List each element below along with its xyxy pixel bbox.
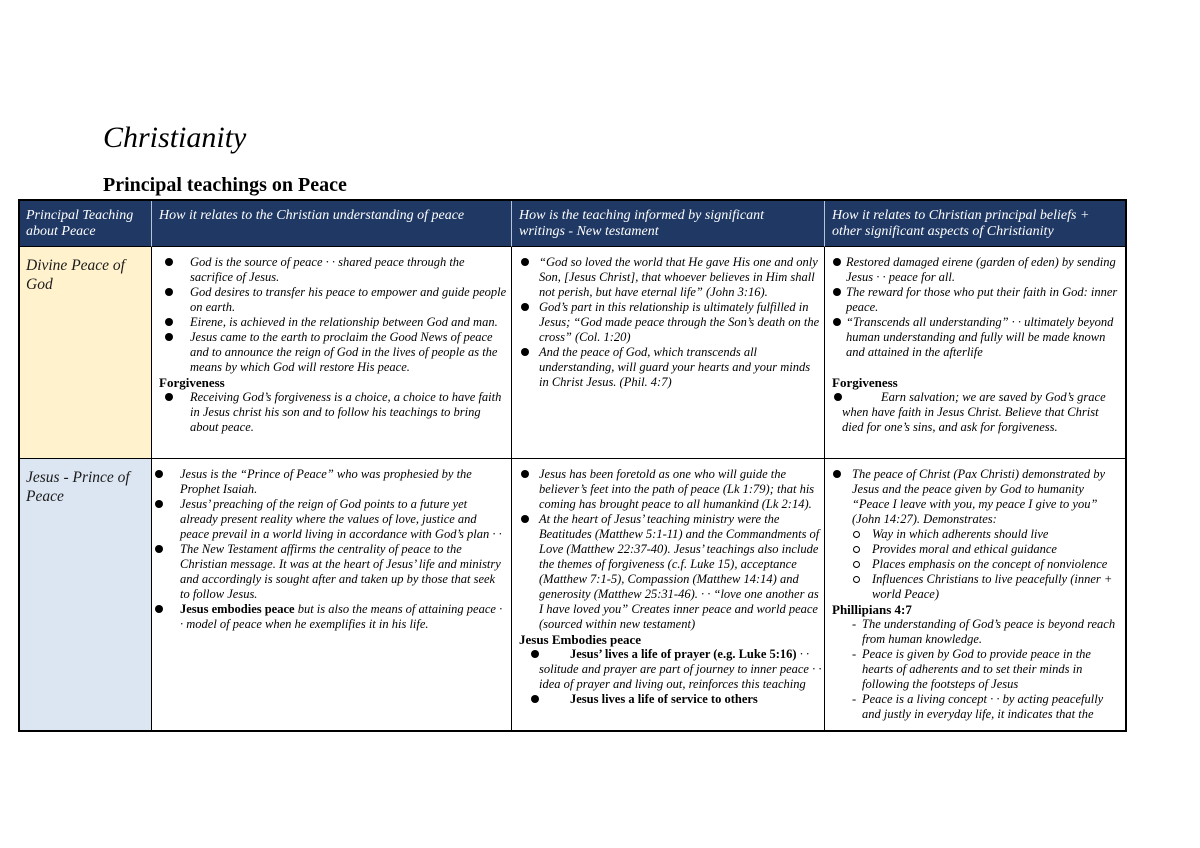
- circle-bullet-list: [832, 527, 1121, 602]
- bullet-item: The peace of Christ (Pax Christi) demonstrated by Jesus and the peace given by God to humanity “Peace I leave with you, my peace I give to you” (John 14:27). Demonstrates:: [832, 467, 1121, 527]
- circle-bullet-item: Places emphasis on the concept of nonviolence: [832, 557, 1121, 572]
- bullet-list: [519, 467, 823, 632]
- bullet-text: · · solitude and prayer are part of journey to inner peace · · idea of prayer and living out, reinforces this teaching: [539, 647, 822, 691]
- bold-phrase: Jesus embodies peace: [180, 602, 295, 616]
- bold-phrase: Jesus lives a life of service to others: [570, 692, 758, 706]
- section-heading: Principal teachings on Peace: [103, 174, 347, 196]
- bullet-item: Jesus has been foretold as one who will guide the believer’s feet into the path of peace (Lk 1:79); that his coming has brought peace to all humankind (Lk 2:14).: [519, 467, 823, 512]
- bullet-item: Jesus’ preaching of the reign of God points to a future yet already present reality where the values of love, justice and peace prevail in a world living in accordance with God’s plan · ·: [155, 497, 507, 542]
- bullet-list: [155, 467, 507, 632]
- peace-teachings-table: [18, 199, 1127, 732]
- header-principal-beliefs: How it relates to Christian principal beliefs + other significant aspects of Christianity: [825, 201, 1125, 247]
- forgiveness-heading: Forgiveness: [159, 375, 225, 390]
- bullet-item: Earn salvation; we are saved by God’s grace when have faith in Jesus Christ. Believe that Christ died for one’s sins, and ask for forgiveness.: [832, 390, 1121, 435]
- bullet-item: [519, 692, 823, 707]
- header-principal-teaching: Principal Teaching about Peace: [20, 201, 152, 247]
- bullet-text: but is also the means of attaining peace · · model of peace when he exemplifies it in his life.: [180, 602, 503, 631]
- circle-bullet-item: Way in which adherents should live: [832, 527, 1121, 542]
- cell-divine-peace-beliefs: [825, 247, 1125, 459]
- bullet-item: Jesus came to the earth to proclaim the Good News of peace and to announce the reign of God in the lives of people as the means by which God will restore His peace.: [159, 330, 507, 375]
- circle-bullet-item: Provides moral and ethical guidance: [832, 542, 1121, 557]
- dash-item: - Peace is a living concept · · by acting peacefully and justly in everyday life, it indicates that the: [832, 692, 1121, 722]
- bullet-list: [519, 255, 820, 390]
- header-new-testament-writings: How is the teaching informed by significant writings - New testament: [512, 201, 825, 247]
- dash-item: - The understanding of God’s peace is beyond reach from human knowledge.: [832, 617, 1121, 647]
- bullet-list: [832, 467, 1121, 527]
- phillipians-heading: Phillipians 4:7: [832, 602, 912, 617]
- cell-prince-of-peace-writings: [512, 459, 825, 730]
- header-christian-understanding: How it relates to the Christian understanding of peace: [152, 201, 512, 247]
- bullet-item: God desires to transfer his peace to empower and guide people on earth.: [159, 285, 507, 315]
- dash-list: [832, 617, 1121, 722]
- bullet-item: Eirene, is achieved in the relationship between God and man.: [159, 315, 507, 330]
- circle-bullet-item: Influences Christians to live peacefully (inner + world Peace): [832, 572, 1121, 602]
- bullet-list: [832, 255, 1121, 360]
- dash-item: - Peace is given by God to provide peace in the hearts of adherents and to set their minds in following the footsteps of Jesus: [832, 647, 1121, 692]
- bold-phrase: Jesus’ lives a life of prayer (e.g. Luke 5:16): [570, 647, 797, 661]
- row-label-prince-of-peace: Jesus - Prince of Peace: [20, 459, 152, 730]
- bullet-item: And the peace of God, which transcends all understanding, will guard your hearts and your minds in Christ Jesus. (Phil. 4:7): [519, 345, 820, 390]
- bullet-item: [519, 647, 823, 692]
- cell-divine-peace-understanding: [152, 247, 512, 459]
- forgiveness-heading: Forgiveness: [832, 375, 898, 390]
- bullet-item: The New Testament affirms the centrality of peace to the Christian message. It was at the heart of Jesus’ life and ministry and accordingly is sought after and taken up by those that seek to follow Jesus.: [155, 542, 507, 602]
- bullet-item: [155, 602, 507, 632]
- bullet-item: Jesus is the “Prince of Peace” who was prophesied by the Prophet Isaiah.: [155, 467, 507, 497]
- cell-prince-of-peace-beliefs: [825, 459, 1125, 730]
- cell-prince-of-peace-understanding: [152, 459, 512, 730]
- bullet-item: “God so loved the world that He gave His one and only Son, [Jesus Christ], that whoever believes in Him shall not perish, but have eternal life” (John 3:16).: [519, 255, 820, 300]
- bullet-item: At the heart of Jesus’ teaching ministry were the Beatitudes (Matthew 5:1-11) and the Commandments of Love (Matthew 22:37-40). Jesus’ teachings also include the themes of forgiveness (c.f. Luke 15), acceptance (Matthew 7:1-5), Compassion (Matthew 14:14) and generosity (Matthew 25:31-46). · · “love one another as I have loved you” Creates inner peace and world peace (sourced within new testament): [519, 512, 823, 632]
- cell-divine-peace-writings: [512, 247, 825, 459]
- bullet-item: God’s part in this relationship is ultimately fulfilled in Jesus; “God made peace through the Son’s death on the cross” (Col. 1:20): [519, 300, 820, 345]
- bullet-item: The reward for those who put their faith in God: inner peace.: [832, 285, 1121, 315]
- bullet-item: “Transcends all understanding” · · ultimately beyond human understanding and fully will be made known and attained in the afterlife: [832, 315, 1121, 360]
- bullet-item: Restored damaged eirene (garden of eden) by sending Jesus · · peace for all.: [832, 255, 1121, 285]
- jesus-embodies-peace-heading: Jesus Embodies peace: [519, 632, 642, 647]
- bullet-list: [159, 255, 507, 375]
- document-title: Christianity: [103, 121, 247, 154]
- bullet-item: God is the source of peace · · shared peace through the sacrifice of Jesus.: [159, 255, 507, 285]
- row-label-divine-peace: Divine Peace of God: [20, 247, 152, 459]
- bullet-item: Receiving God’s forgiveness is a choice, a choice to have faith in Jesus christ his son and to follow his teachings to bring about peace.: [159, 390, 507, 435]
- bullet-list: [159, 390, 507, 435]
